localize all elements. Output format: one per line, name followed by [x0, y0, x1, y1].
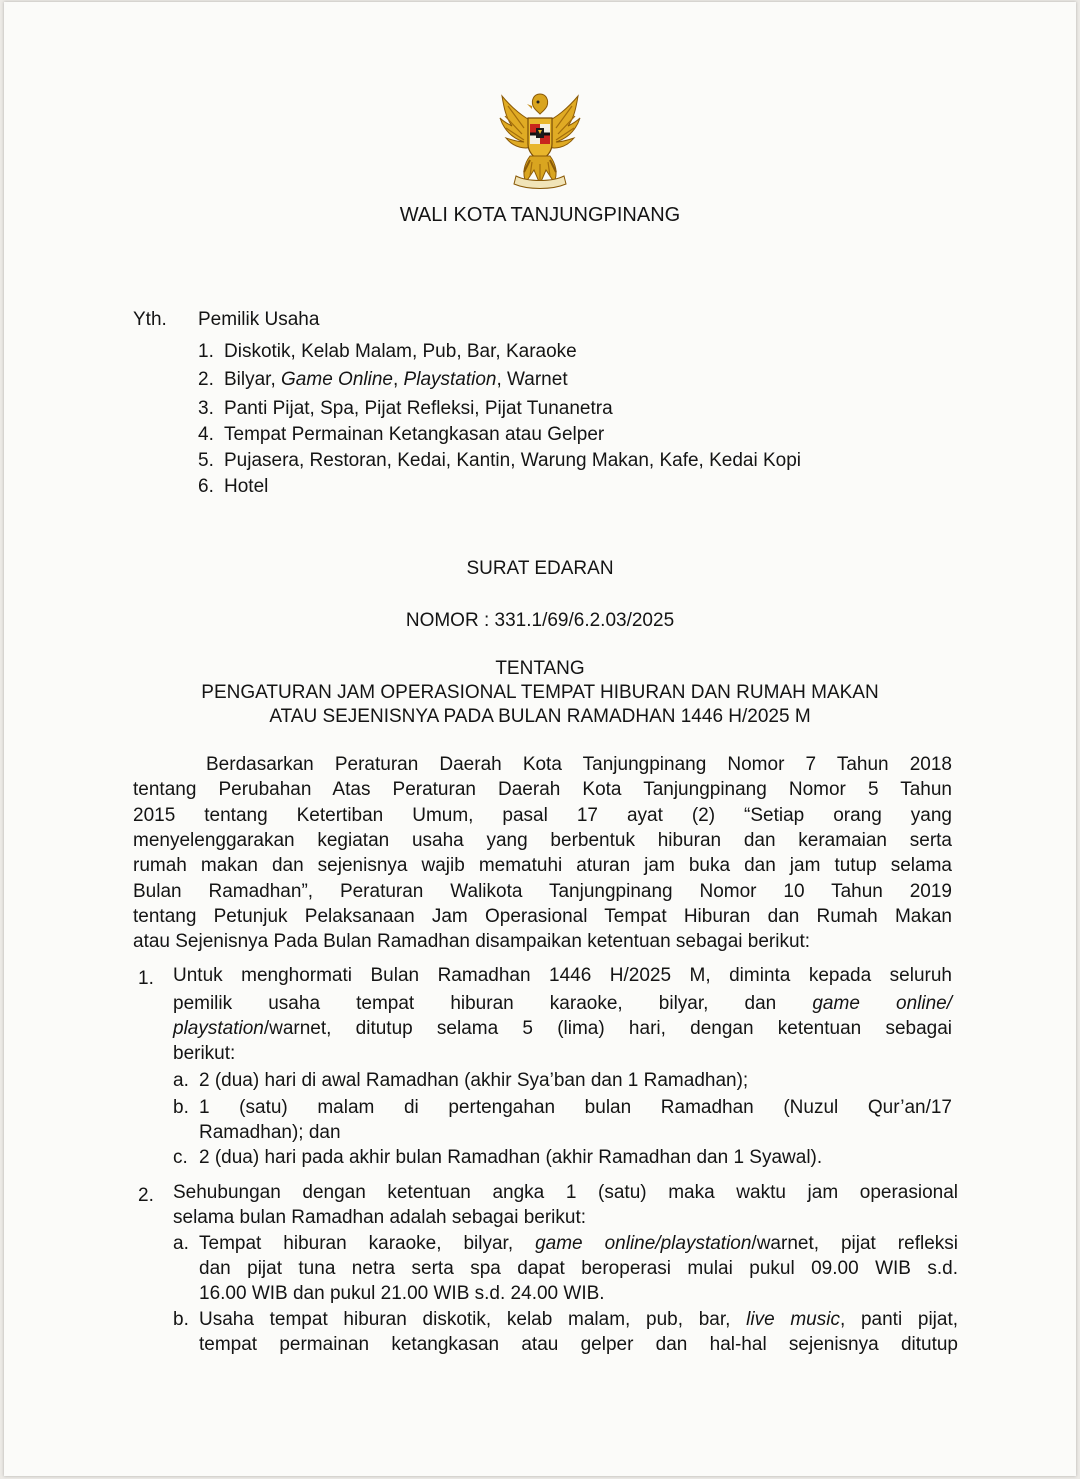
- point-line: pemilik usaha tempat hiburan karaoke, bilyar, dan game online/: [173, 993, 952, 1014]
- intro-line: tentang Petunjuk Pelaksanaan Jam Operasional Tempat Hiburan dan Rumah Makan: [133, 906, 952, 927]
- addressee: Pemilik Usaha: [198, 309, 320, 330]
- sub-letter: c.: [173, 1147, 188, 1168]
- list-item: Tempat Permainan Ketangkasan atau Gelper: [224, 424, 605, 445]
- circular-heading: SURAT EDARAN: [466, 558, 614, 579]
- point-number: 1.: [138, 968, 154, 989]
- list-item: Panti Pijat, Spa, Pijat Refleksi, Pijat Tunanetra: [224, 398, 613, 419]
- garuda-pancasila-emblem-icon: [494, 88, 586, 192]
- list-item: Diskotik, Kelab Malam, Pub, Bar, Karaoke: [224, 341, 577, 362]
- about-label: TENTANG: [495, 658, 585, 679]
- intro-line: Bulan Ramadhan”, Peraturan Walikota Tanjungpinang Nomor 10 Tahun 2019: [133, 881, 952, 902]
- intro-line: atau Sejenisnya Pada Bulan Ramadhan disampaikan ketentuan sebagai berikut:: [133, 931, 811, 952]
- sub-item: 1 (satu) malam di pertengahan bulan Ramadhan (Nuzul Qur’an/17: [199, 1097, 952, 1118]
- sub-letter: a.: [173, 1070, 189, 1091]
- point-line: berikut:: [173, 1043, 236, 1064]
- list-item: Pujasera, Restoran, Kedai, Kantin, Warung Makan, Kafe, Kedai Kopi: [224, 450, 802, 471]
- subject-line-1: PENGATURAN JAM OPERASIONAL TEMPAT HIBURAN DAN RUMAH MAKAN: [201, 682, 879, 703]
- sub-item: 2 (dua) hari pada akhir bulan Ramadhan (akhir Ramadhan dan 1 Syawal).: [199, 1147, 823, 1168]
- point-line: playstation/warnet, ditutup selama 5 (lima) hari, dengan ketentuan sebagai: [173, 1018, 952, 1039]
- salutation: Yth.: [133, 309, 167, 330]
- intro-line: rumah makan dan sejenisnya wajib mematuhi aturan jam buka dan jam tutup selama: [133, 855, 952, 876]
- intro-line: tentang Perubahan Atas Peraturan Daerah Kota Tanjungpinang Nomor 5 Tahun: [133, 779, 952, 800]
- sub-item: tempat permainan ketangkasan atau gelper dan hal-hal sejenisnya ditutup: [199, 1334, 958, 1355]
- sub-item: Usaha tempat hiburan diskotik, kelab malam, pub, bar, live music, panti pijat,: [199, 1309, 959, 1330]
- list-item-number: 3.: [198, 398, 214, 419]
- intro-line: 2015 tentang Ketertiban Umum, pasal 17 ayat (2) “Setiap orang yang: [133, 805, 952, 826]
- issuer-title: WALI KOTA TANJUNGPINANG: [399, 204, 681, 226]
- list-item-number: 4.: [198, 424, 214, 445]
- list-item-number: 2.: [198, 369, 214, 390]
- point-line: Sehubungan dengan ketentuan angka 1 (satu) maka waktu jam operasional: [173, 1182, 958, 1203]
- list-item-number: 6.: [198, 476, 214, 497]
- point-line: Untuk menghormati Bulan Ramadhan 1446 H/2025 M, diminta kepada seluruh: [173, 965, 952, 986]
- sub-letter: b.: [173, 1097, 189, 1118]
- list-item-number: 5.: [198, 450, 214, 471]
- sub-letter: a.: [173, 1233, 189, 1254]
- point-line: selama bulan Ramadhan adalah sebagai berikut:: [173, 1207, 586, 1228]
- sub-item: 2 (dua) hari di awal Ramadhan (akhir Sya’ban dan 1 Ramadhan);: [199, 1070, 749, 1091]
- intro-line: Berdasarkan Peraturan Daerah Kota Tanjungpinang Nomor 7 Tahun 2018: [206, 754, 952, 775]
- circular-number: NOMOR : 331.1/69/6.2.03/2025: [405, 610, 675, 631]
- sub-item: 16.00 WIB dan pukul 21.00 WIB s.d. 24.00 WIB.: [199, 1283, 605, 1304]
- sub-item: dan pijat tuna netra serta spa dapat beroperasi mulai pukul 09.00 WIB s.d.: [199, 1258, 958, 1279]
- subject-line-2: ATAU SEJENISNYA PADA BULAN RAMADHAN 1446 H/2025 M: [269, 706, 811, 727]
- sub-item: Tempat hiburan karaoke, bilyar, game online/playstation/warnet, pijat refleksi: [199, 1233, 958, 1254]
- list-item: Bilyar, Game Online, Playstation, Warnet: [224, 369, 568, 390]
- list-item: Hotel: [224, 476, 269, 497]
- list-item-number: 1.: [198, 341, 214, 362]
- intro-line: menyelenggarakan kegiatan usaha yang berbentuk hiburan dan keramaian serta: [133, 830, 952, 851]
- sub-item: Ramadhan); dan: [199, 1122, 341, 1143]
- point-number: 2.: [138, 1185, 154, 1206]
- sub-letter: b.: [173, 1309, 189, 1330]
